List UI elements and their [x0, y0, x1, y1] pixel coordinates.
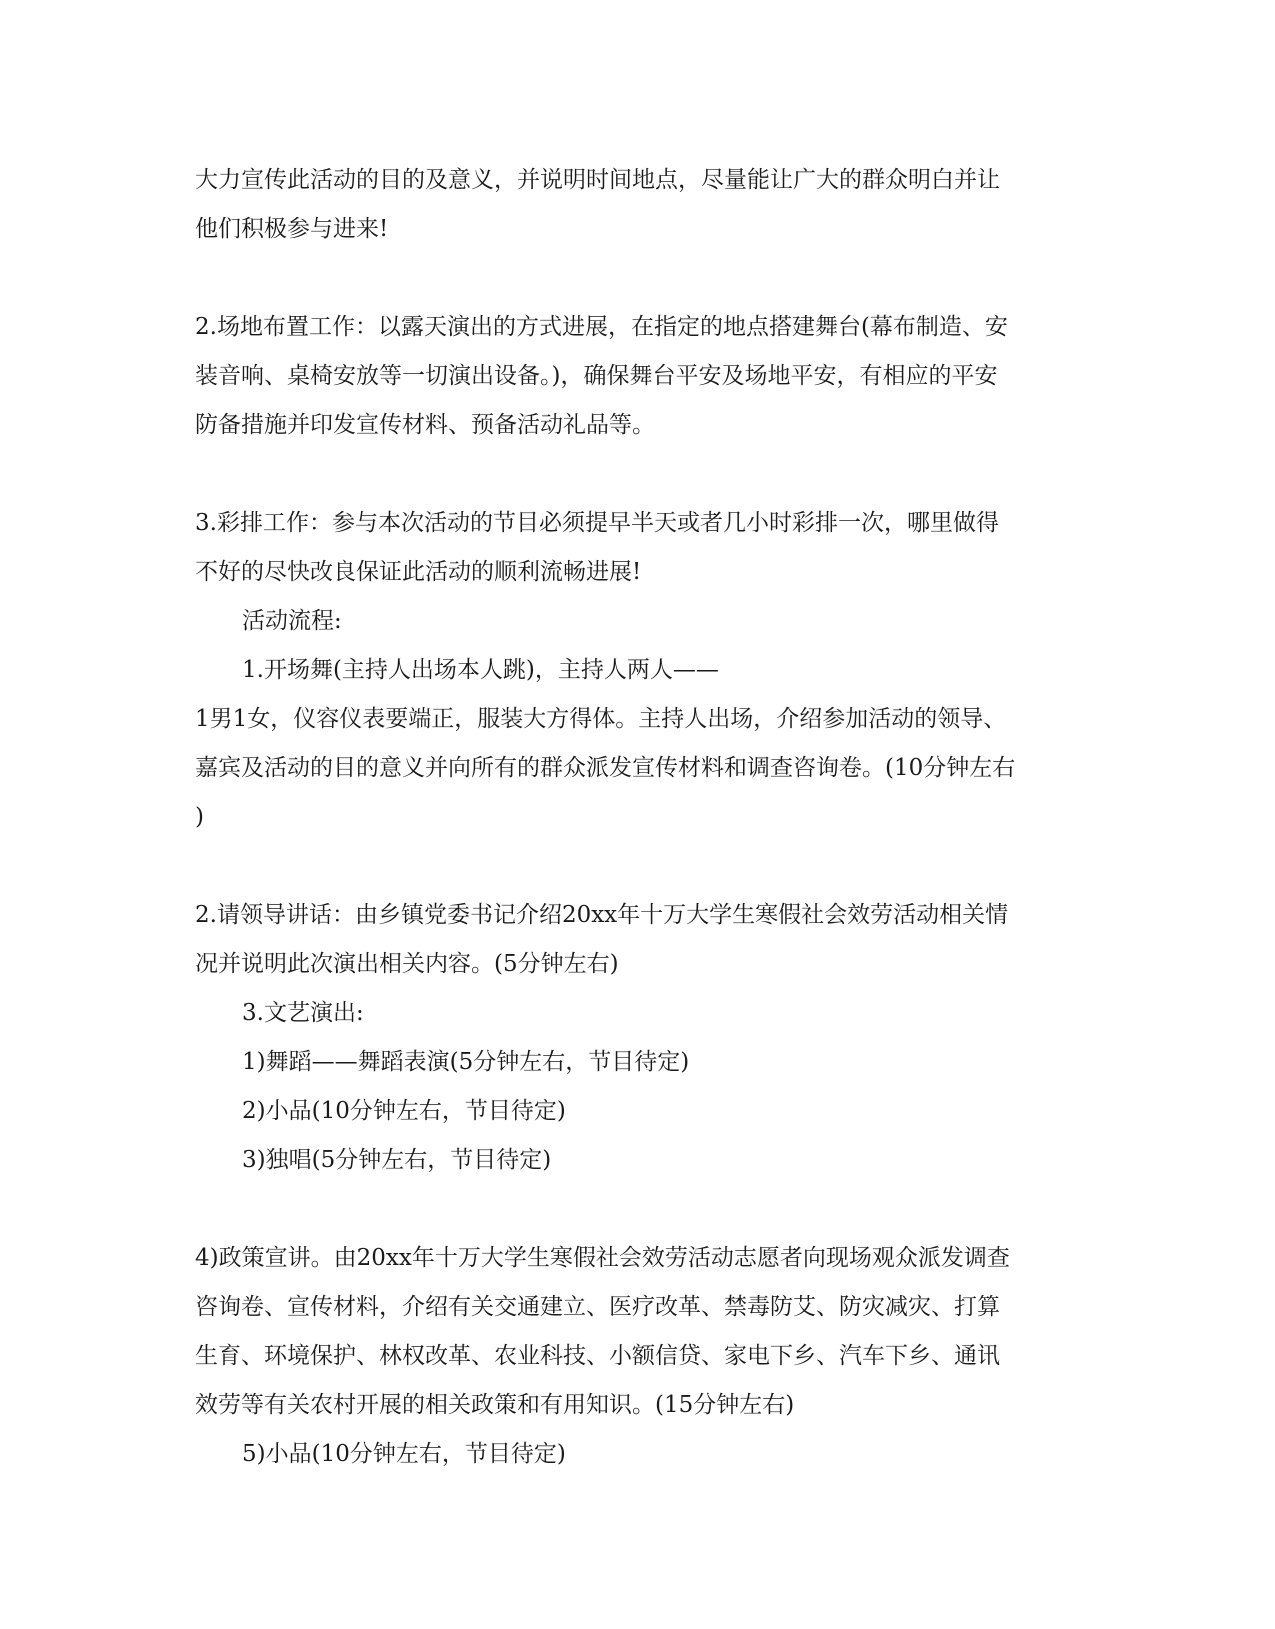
- paragraph-hosts: [195, 695, 1090, 842]
- heading-activity-flow: 活动流程:: [242, 608, 342, 634]
- text-line: 况并说明此次演出相关内容。(5分钟左右): [195, 951, 619, 977]
- text-line: ): [195, 804, 204, 830]
- text-line: 嘉宾及活动的目的意义并向所有的群众派发宣传材料和调查咨询卷。(10分钟左右: [195, 755, 1016, 781]
- text-line: 装音响、桌椅安放等一切演出设备。)，确保舞台平安及场地平安，有相应的平安: [195, 363, 998, 389]
- list-item-dance: 1)舞蹈——舞蹈表演(5分钟左右，节目待定): [242, 1049, 690, 1075]
- text-line: 1男1女，仪容仪表要端正，服装大方得体。主持人出场，介绍参加活动的领导、: [195, 706, 1007, 732]
- paragraph-policy-talk: [195, 1234, 1090, 1430]
- text-line: 防备措施并印发宣传材料、预备活动礼品等。: [195, 412, 655, 438]
- text-line: 他们积极参与进来!: [195, 216, 389, 242]
- paragraph-rehearsal: [195, 499, 1090, 597]
- text-line: 咨询卷、宣传材料，介绍有关交通建立、医疗改革、禁毒防艾、防灾减灾、打算: [195, 1294, 1000, 1320]
- text-line: 4)政策宣讲。由20xx年十万大学生寒假社会效劳活动志愿者向现场观众派发调查: [195, 1245, 1010, 1271]
- text-line: 2.请领导讲话：由乡镇党委书记介绍20xx年十万大学生寒假社会效劳活动相关情: [195, 902, 1009, 928]
- text-line: 大力宣传此活动的目的及意义，并说明时间地点，尽量能让广大的群众明白并让: [195, 167, 1000, 193]
- text-line: 3.彩排工作：参与本次活动的节目必须提早半天或者几小时彩排一次，哪里做得: [195, 510, 999, 536]
- paragraph-publicity: [195, 156, 1090, 254]
- text-line: 不好的尽快改良保证此活动的顺利流畅进展!: [195, 559, 642, 585]
- text-line: 效劳等有关农村开展的相关政策和有用知识。(15分钟左右): [195, 1392, 795, 1418]
- list-item-skit: 2)小品(10分钟左右，节目待定): [242, 1098, 566, 1124]
- list-item-solo: 3)独唱(5分钟左右，节目待定): [242, 1147, 552, 1173]
- text-line: 生育、环境保护、林权改革、农业科技、小额信贷、家电下乡、汽车下乡、通讯: [195, 1343, 1000, 1369]
- list-item-opening-dance: 1.开场舞(主持人出场本人跳)，主持人两人——: [242, 657, 719, 683]
- paragraph-leader-speech: [195, 891, 1090, 989]
- document-body: [195, 156, 1090, 1479]
- list-item-skit-2: 5)小品(10分钟左右，节目待定): [242, 1441, 566, 1467]
- heading-performances: 3.文艺演出:: [242, 1000, 364, 1026]
- paragraph-venue-setup: [195, 303, 1090, 450]
- text-line: 2.场地布置工作：以露天演出的方式进展，在指定的地点搭建舞台(幕布制造、安: [195, 314, 1008, 340]
